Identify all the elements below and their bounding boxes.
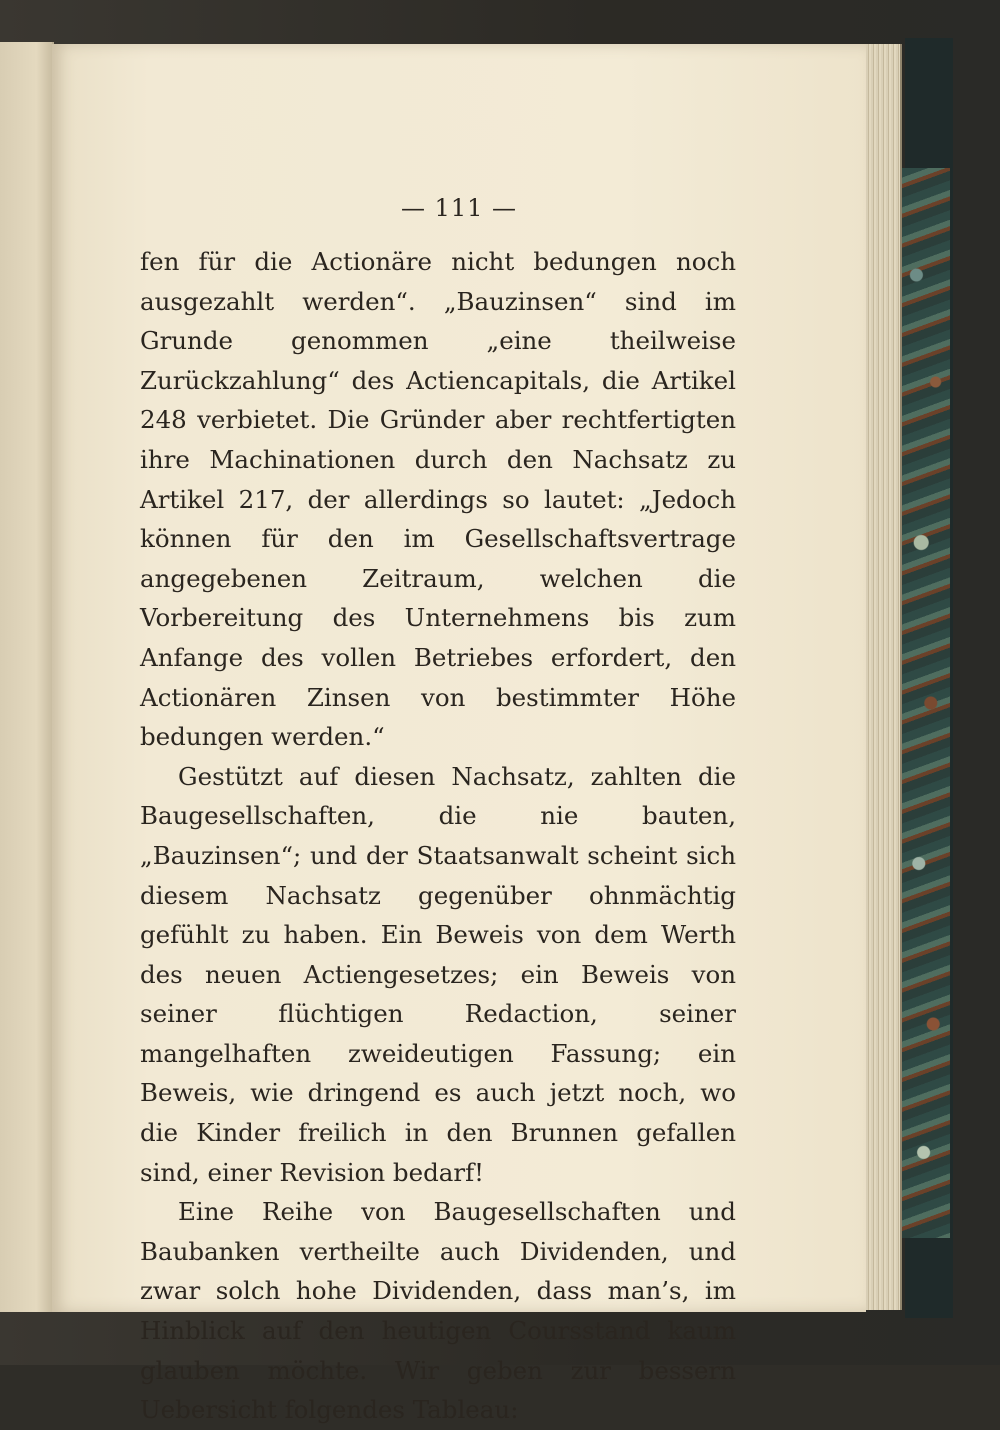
- paragraph-3: Eine Reihe von Baugesellschaften und Baubanken vertheilte auch Dividenden, und zwar solch hohe Dividenden, dass man’s, im Hinblick auf den heutigen Coursstand kaum glauben möchte. Wir geben zur bessern Uebersicht folgendes Tableau:: [140, 1197, 736, 1425]
- paragraph-2: Gestützt auf diesen Nachsatz, zahlten die Baugesellschaften, die nie bauten, „Bauzinsen“; und der Staatsanwalt scheint sich diesem Nachsatz gegenüber ohnmächtig gefühlt zu haben. Ein Beweis von dem Werth des neuen Actiengesetzes; ein Beweis von seiner flüchtigen Redaction, seiner mangelhaften zweideutigen Fassung; ein Beweis, wie dringend es auch jetzt noch, wo die Kinder freilich in den Brunnen gefallen sind, einer Revision bedarf!: [140, 761, 736, 1187]
- page-number: — 111 —: [400, 194, 518, 222]
- book-page: [52, 44, 866, 1425]
- body-text: [140, 242, 736, 1430]
- marbled-cover-paper: [900, 168, 950, 1238]
- facing-page-edge: [0, 42, 54, 1312]
- page-stack-edge: [866, 44, 902, 1310]
- paragraph-1: fen für die Actionäre nicht bedungen noch ausgezahlt werden“. „Bauzinsen“ sind im Grunde genommen „eine theilweise Zurückzahlung“ des Actiencapitals, die Artikel 248 verbietet. Die Gründer aber rechtfertigten ihre Machinationen durch den Nachsatz zu Artikel 217, der allerdings so lautet: „Jedoch können für den im Gesellschaftsvertrage angegebenen Zeitraum, welchen die Vorbereitung des Unternehmens bis zum Anfange des vollen Betriebes erfordert, den Actionären Zinsen von bestimmter Höhe bedungen werden.“: [140, 247, 736, 752]
